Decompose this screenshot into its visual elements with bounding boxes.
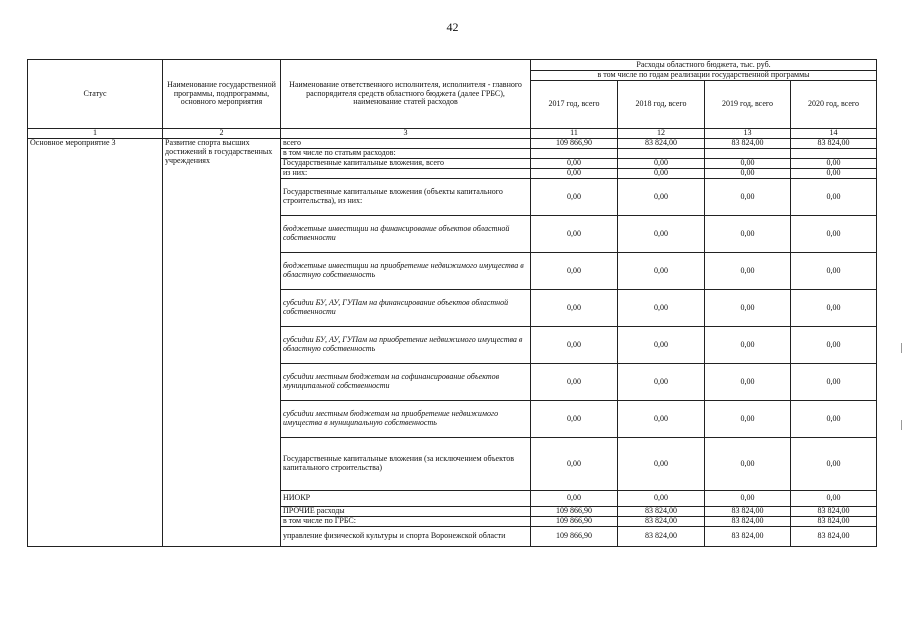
value-2020: 0,00 [791, 169, 877, 179]
column-number: 14 [791, 129, 877, 139]
value-2020: 0,00 [791, 290, 877, 327]
value-2018: 0,00 [618, 253, 705, 290]
row-label: субсидии БУ, АУ, ГУПам на финансирование объектов областной собственности [281, 290, 531, 327]
value-2019: 0,00 [705, 438, 791, 491]
value-2017: 0,00 [531, 179, 618, 216]
value-2017: 109 866,90 [531, 527, 618, 547]
scan-mark [901, 420, 902, 430]
row-label: субсидии местным бюджетам на приобретение недвижимого имущества в муниципальную собственность [281, 401, 531, 438]
header-year-2020: 2020 год, всего [791, 81, 877, 129]
column-number: 2 [163, 129, 281, 139]
value-2019: 83 824,00 [705, 139, 791, 149]
value-2018: 0,00 [618, 179, 705, 216]
column-number: 13 [705, 129, 791, 139]
value-2018: 83 824,00 [618, 139, 705, 149]
value-2019: 0,00 [705, 491, 791, 507]
row-label: Государственные капитальные вложения (объекты капитального строительства), из них: [281, 179, 531, 216]
value-2018: 0,00 [618, 438, 705, 491]
value-2019: 0,00 [705, 401, 791, 438]
value-2018: 0,00 [618, 169, 705, 179]
value-2019: 83 824,00 [705, 527, 791, 547]
value-2020: 0,00 [791, 491, 877, 507]
scan-mark [901, 343, 902, 353]
row-label: Государственные капитальные вложения (за исключением объектов капитального строительства) [281, 438, 531, 491]
row-label: НИОКР [281, 491, 531, 507]
column-number: 12 [618, 129, 705, 139]
value-2017: 109 866,90 [531, 517, 618, 527]
value-2017: 0,00 [531, 401, 618, 438]
header-expenses-title: Расходы областного бюджета, тыс. руб. [531, 60, 877, 71]
value-2019 [705, 149, 791, 159]
page-number: 42 [446, 20, 459, 34]
value-2017: 0,00 [531, 253, 618, 290]
value-2018: 0,00 [618, 216, 705, 253]
value-2019: 83 824,00 [705, 507, 791, 517]
row-label: всего [281, 139, 531, 149]
value-2019: 0,00 [705, 179, 791, 216]
value-2020: 0,00 [791, 327, 877, 364]
value-2017: 0,00 [531, 169, 618, 179]
row-label: бюджетные инвестиции на приобретение недвижимого имущества в областную собственность [281, 253, 531, 290]
value-2017: 0,00 [531, 491, 618, 507]
header-status: Статус [28, 60, 163, 129]
value-2017: 0,00 [531, 290, 618, 327]
budget-table [27, 59, 877, 547]
value-2018 [618, 149, 705, 159]
value-2020: 0,00 [791, 159, 877, 169]
column-number: 3 [281, 129, 531, 139]
value-2017 [531, 149, 618, 159]
row-label: бюджетные инвестиции на финансирование объектов областной собственности [281, 216, 531, 253]
value-2020: 0,00 [791, 401, 877, 438]
value-2019: 83 824,00 [705, 517, 791, 527]
value-2018: 0,00 [618, 401, 705, 438]
header-year-2017: 2017 год, всего [531, 81, 618, 129]
row-label: ПРОЧИЕ расходы [281, 507, 531, 517]
value-2019: 0,00 [705, 253, 791, 290]
value-2020: 83 824,00 [791, 527, 877, 547]
status-cell: Основное мероприятие 3 [28, 139, 163, 547]
header-by-years: в том числе по годам реализации государственной программы [531, 71, 877, 81]
value-2018: 83 824,00 [618, 507, 705, 517]
program-cell: Развитие спорта высших достижений в государственных учреждениях [163, 139, 281, 547]
value-2018: 0,00 [618, 364, 705, 401]
row-label: Государственные капитальные вложения, всего [281, 159, 531, 169]
value-2018: 0,00 [618, 491, 705, 507]
header-program-name: Наименование государственной программы, подпрограммы, основного мероприятия [163, 60, 281, 129]
value-2020: 83 824,00 [791, 139, 877, 149]
value-2017: 109 866,90 [531, 139, 618, 149]
column-number: 11 [531, 129, 618, 139]
value-2018: 83 824,00 [618, 517, 705, 527]
value-2020: 83 824,00 [791, 507, 877, 517]
value-2020: 0,00 [791, 364, 877, 401]
row-label: субсидии БУ, АУ, ГУПам на приобретение недвижимого имущества в областную собственность [281, 327, 531, 364]
value-2017: 0,00 [531, 364, 618, 401]
value-2019: 0,00 [705, 364, 791, 401]
value-2019: 0,00 [705, 290, 791, 327]
value-2017: 0,00 [531, 438, 618, 491]
header-year-2019: 2019 год, всего [705, 81, 791, 129]
header-year-2018: 2018 год, всего [618, 81, 705, 129]
value-2018: 83 824,00 [618, 527, 705, 547]
value-2020: 0,00 [791, 438, 877, 491]
value-2020: 0,00 [791, 253, 877, 290]
column-number: 1 [28, 129, 163, 139]
value-2018: 0,00 [618, 159, 705, 169]
value-2019: 0,00 [705, 216, 791, 253]
value-2019: 0,00 [705, 169, 791, 179]
value-2017: 109 866,90 [531, 507, 618, 517]
value-2017: 0,00 [531, 327, 618, 364]
value-2020: 0,00 [791, 179, 877, 216]
value-2018: 0,00 [618, 327, 705, 364]
value-2020: 0,00 [791, 216, 877, 253]
value-2020: 83 824,00 [791, 517, 877, 527]
header-executor-name: Наименование ответственного исполнителя, исполнителя - главного распорядителя средств областного бюджета (далее ГРБС), наименование статей расходов [281, 60, 531, 129]
row-label: из них: [281, 169, 531, 179]
row-label: в том числе по статьям расходов: [281, 149, 531, 159]
row-label: управление физической культуры и спорта Воронежской области [281, 527, 531, 547]
value-2017: 0,00 [531, 216, 618, 253]
row-label: в том числе по ГРБС: [281, 517, 531, 527]
value-2018: 0,00 [618, 290, 705, 327]
value-2019: 0,00 [705, 327, 791, 364]
row-label: субсидии местным бюджетам на софинансирование объектов муниципальной собственности [281, 364, 531, 401]
table-row [28, 139, 877, 149]
value-2019: 0,00 [705, 159, 791, 169]
value-2020 [791, 149, 877, 159]
value-2017: 0,00 [531, 159, 618, 169]
